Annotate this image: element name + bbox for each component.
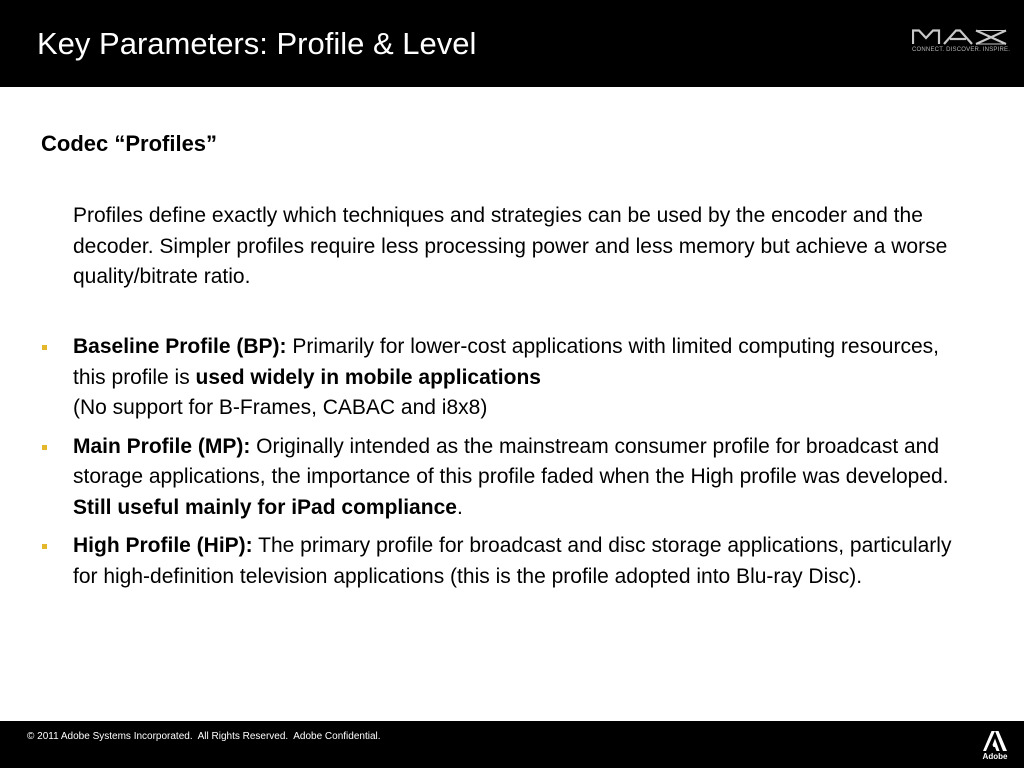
- max-tagline: CONNECT. DISCOVER. INSPIRE.: [912, 47, 1011, 53]
- profile-term: High Profile (HiP):: [73, 534, 253, 557]
- profile-term: Main Profile (MP):: [73, 434, 251, 458]
- slide-title: Key Parameters: Profile & Level: [37, 26, 477, 61]
- profile-description: Originally intended as the mainstream consumer profile for broadcast and storage applications, the importance of this profile faded when the High profile was developed.: [73, 434, 949, 488]
- copyright-notice: © 2011 Adobe Systems Incorporated. All Rights Reserved. Adobe Confidential.: [27, 731, 381, 742]
- list-item-main-profile: [0, 432, 973, 524]
- list-item-high-profile: [0, 531, 973, 592]
- profile-list: [0, 332, 1024, 600]
- footer-bar: [0, 721, 1024, 768]
- adobe-wordmark: Adobe: [982, 752, 1008, 761]
- bullet-square-icon: [42, 544, 47, 549]
- max-wordmark-icon: [912, 29, 1008, 45]
- bullet-square-icon: [42, 445, 47, 450]
- list-item-baseline-profile: [0, 332, 973, 424]
- max-logo: [912, 29, 1011, 61]
- profile-description: Primarily for lower-cost applications with limited computing resources, this profile is: [73, 335, 939, 389]
- profile-term: Baseline Profile (BP):: [73, 335, 287, 358]
- profile-emphasis: used widely in mobile applications: [195, 365, 541, 389]
- adobe-logo: [982, 730, 1008, 762]
- bullet-square-icon: [42, 345, 47, 350]
- adobe-a-icon: [982, 730, 1008, 752]
- section-heading: Codec “Profiles”: [41, 131, 218, 156]
- intro-paragraph: Profiles define exactly which techniques and strategies can be used by the encoder and the decoder. Simpler profiles require less processing power and less memory but achieve a worse quality/bitrate ratio.: [73, 204, 948, 288]
- profile-description: The primary profile for broadcast and disc storage applications, particularly for high-definition television applications (this is the profile adopted into Blu-ray Disc).: [73, 534, 952, 588]
- header-bar: [0, 0, 1024, 87]
- profile-tail: .: [456, 495, 463, 519]
- profile-emphasis: Still useful mainly for iPad compliance: [73, 495, 457, 519]
- profile-note: (No support for B-Frames, CABAC and i8x8): [73, 396, 488, 419]
